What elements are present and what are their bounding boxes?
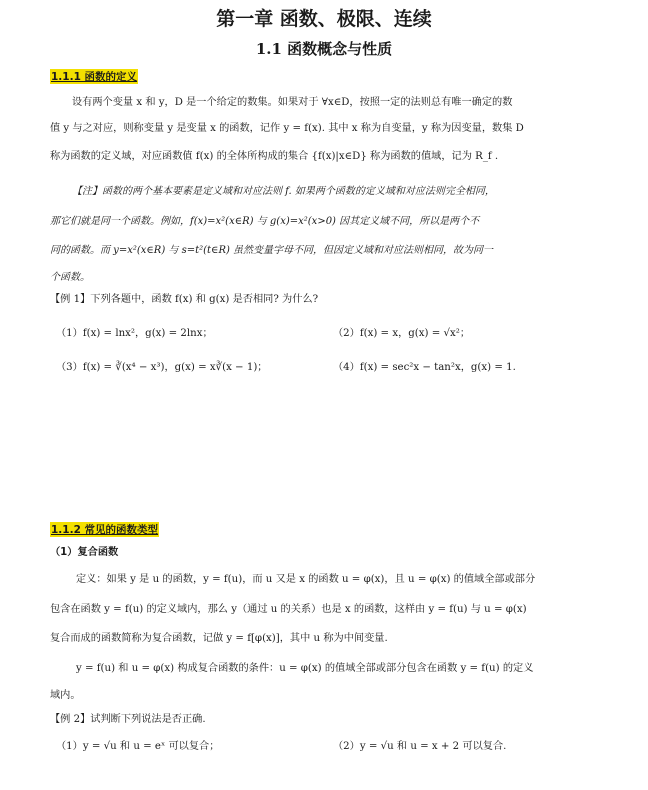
example-2-prompt: 【例 2】试判断下列说法是否正确. <box>50 714 206 725</box>
example-1-item-4: （4）f(x) = sec²x − tan²x，g(x) = 1. <box>333 362 516 373</box>
composite-definition-line-3: 复合而成的函数简称为复合函数，记做 y = f[φ(x)]，其中 u 称为中间变量. <box>50 633 388 644</box>
section-heading-1-1-2: 1.1.2 常见的函数类型 <box>51 524 159 536</box>
subsection-composite-function: （1）复合函数 <box>50 547 119 558</box>
note-line-2: 那它们就是同一个函数。例如，f(x)=x²(x∈R) 与 g(x)=x²(x>0) 因其定义域不同，所以是两个不 <box>50 216 480 227</box>
composite-condition-line-1: y = f(u) 和 u = φ(x) 构成复合函数的条件：u = φ(x) 的值域全部或部分包含在函数 y = f(u) 的定义 <box>76 663 534 674</box>
note-line-3: 同的函数。而 y=x²(x∈R) 与 s=t²(t∈R) 虽然变量字母不同，但因定义域和对应法则相同，故为同一 <box>50 245 494 256</box>
definition-line-1: 设有两个变量 x 和 y，D 是一个给定的数集。如果对于 ∀x∈D，按照一定的法则总有唯一确定的数 <box>72 97 513 108</box>
example-1-prompt: 【例 1】下列各题中，函数 f(x) 和 g(x) 是否相同? 为什么? <box>50 294 319 305</box>
example-1-item-3: （3）f(x) = ∛(x⁴ − x³)，g(x) = x∛(x − 1)； <box>56 362 268 373</box>
composite-definition-line-2: 包含在函数 y = f(u) 的定义域内，那么 y（通过 u 的关系）也是 x 的函数，这样由 y = f(u) 与 u = φ(x) <box>50 604 527 615</box>
example-1-item-1: （1）f(x) = lnx²，g(x) = 2lnx； <box>56 328 213 339</box>
section-heading-1-1-1: 1.1.1 函数的定义 <box>51 71 138 83</box>
section-title: 1.1 函数概念与性质 <box>255 40 393 58</box>
composite-condition-line-2: 域内。 <box>50 690 81 701</box>
example-2-item-2: （2）y = √u 和 u = x + 2 可以复合. <box>333 741 507 752</box>
example-2-item-1: （1）y = √u 和 u = eˣ 可以复合； <box>56 741 220 752</box>
note-line-4: 个函数。 <box>50 272 90 283</box>
definition-line-3: 称为函数的定义域，对应函数值 f(x) 的全体所构成的集合 {f(x)|x∈D} 称为函数的值域，记为 R_f . <box>50 151 499 162</box>
composite-definition-line-1: 定义：如果 y 是 u 的函数，y = f(u)，而 u 又是 x 的函数 u = φ(x)，且 u = φ(x) 的值域全部或部分 <box>76 574 536 585</box>
note-line-1: 【注】函数的两个基本要素是定义域和对应法则 f. 如果两个函数的定义域和对应法则完全相同， <box>72 186 495 197</box>
chapter-title: 第一章 函数、极限、连续 <box>216 8 432 30</box>
example-1-item-2: （2）f(x) = x，g(x) = √x²； <box>333 328 471 339</box>
definition-line-2: 值 y 与之对应，则称变量 y 是变量 x 的函数，记作 y = f(x). 其中 x 称为自变量，y 称为因变量，数集 D <box>50 123 524 134</box>
